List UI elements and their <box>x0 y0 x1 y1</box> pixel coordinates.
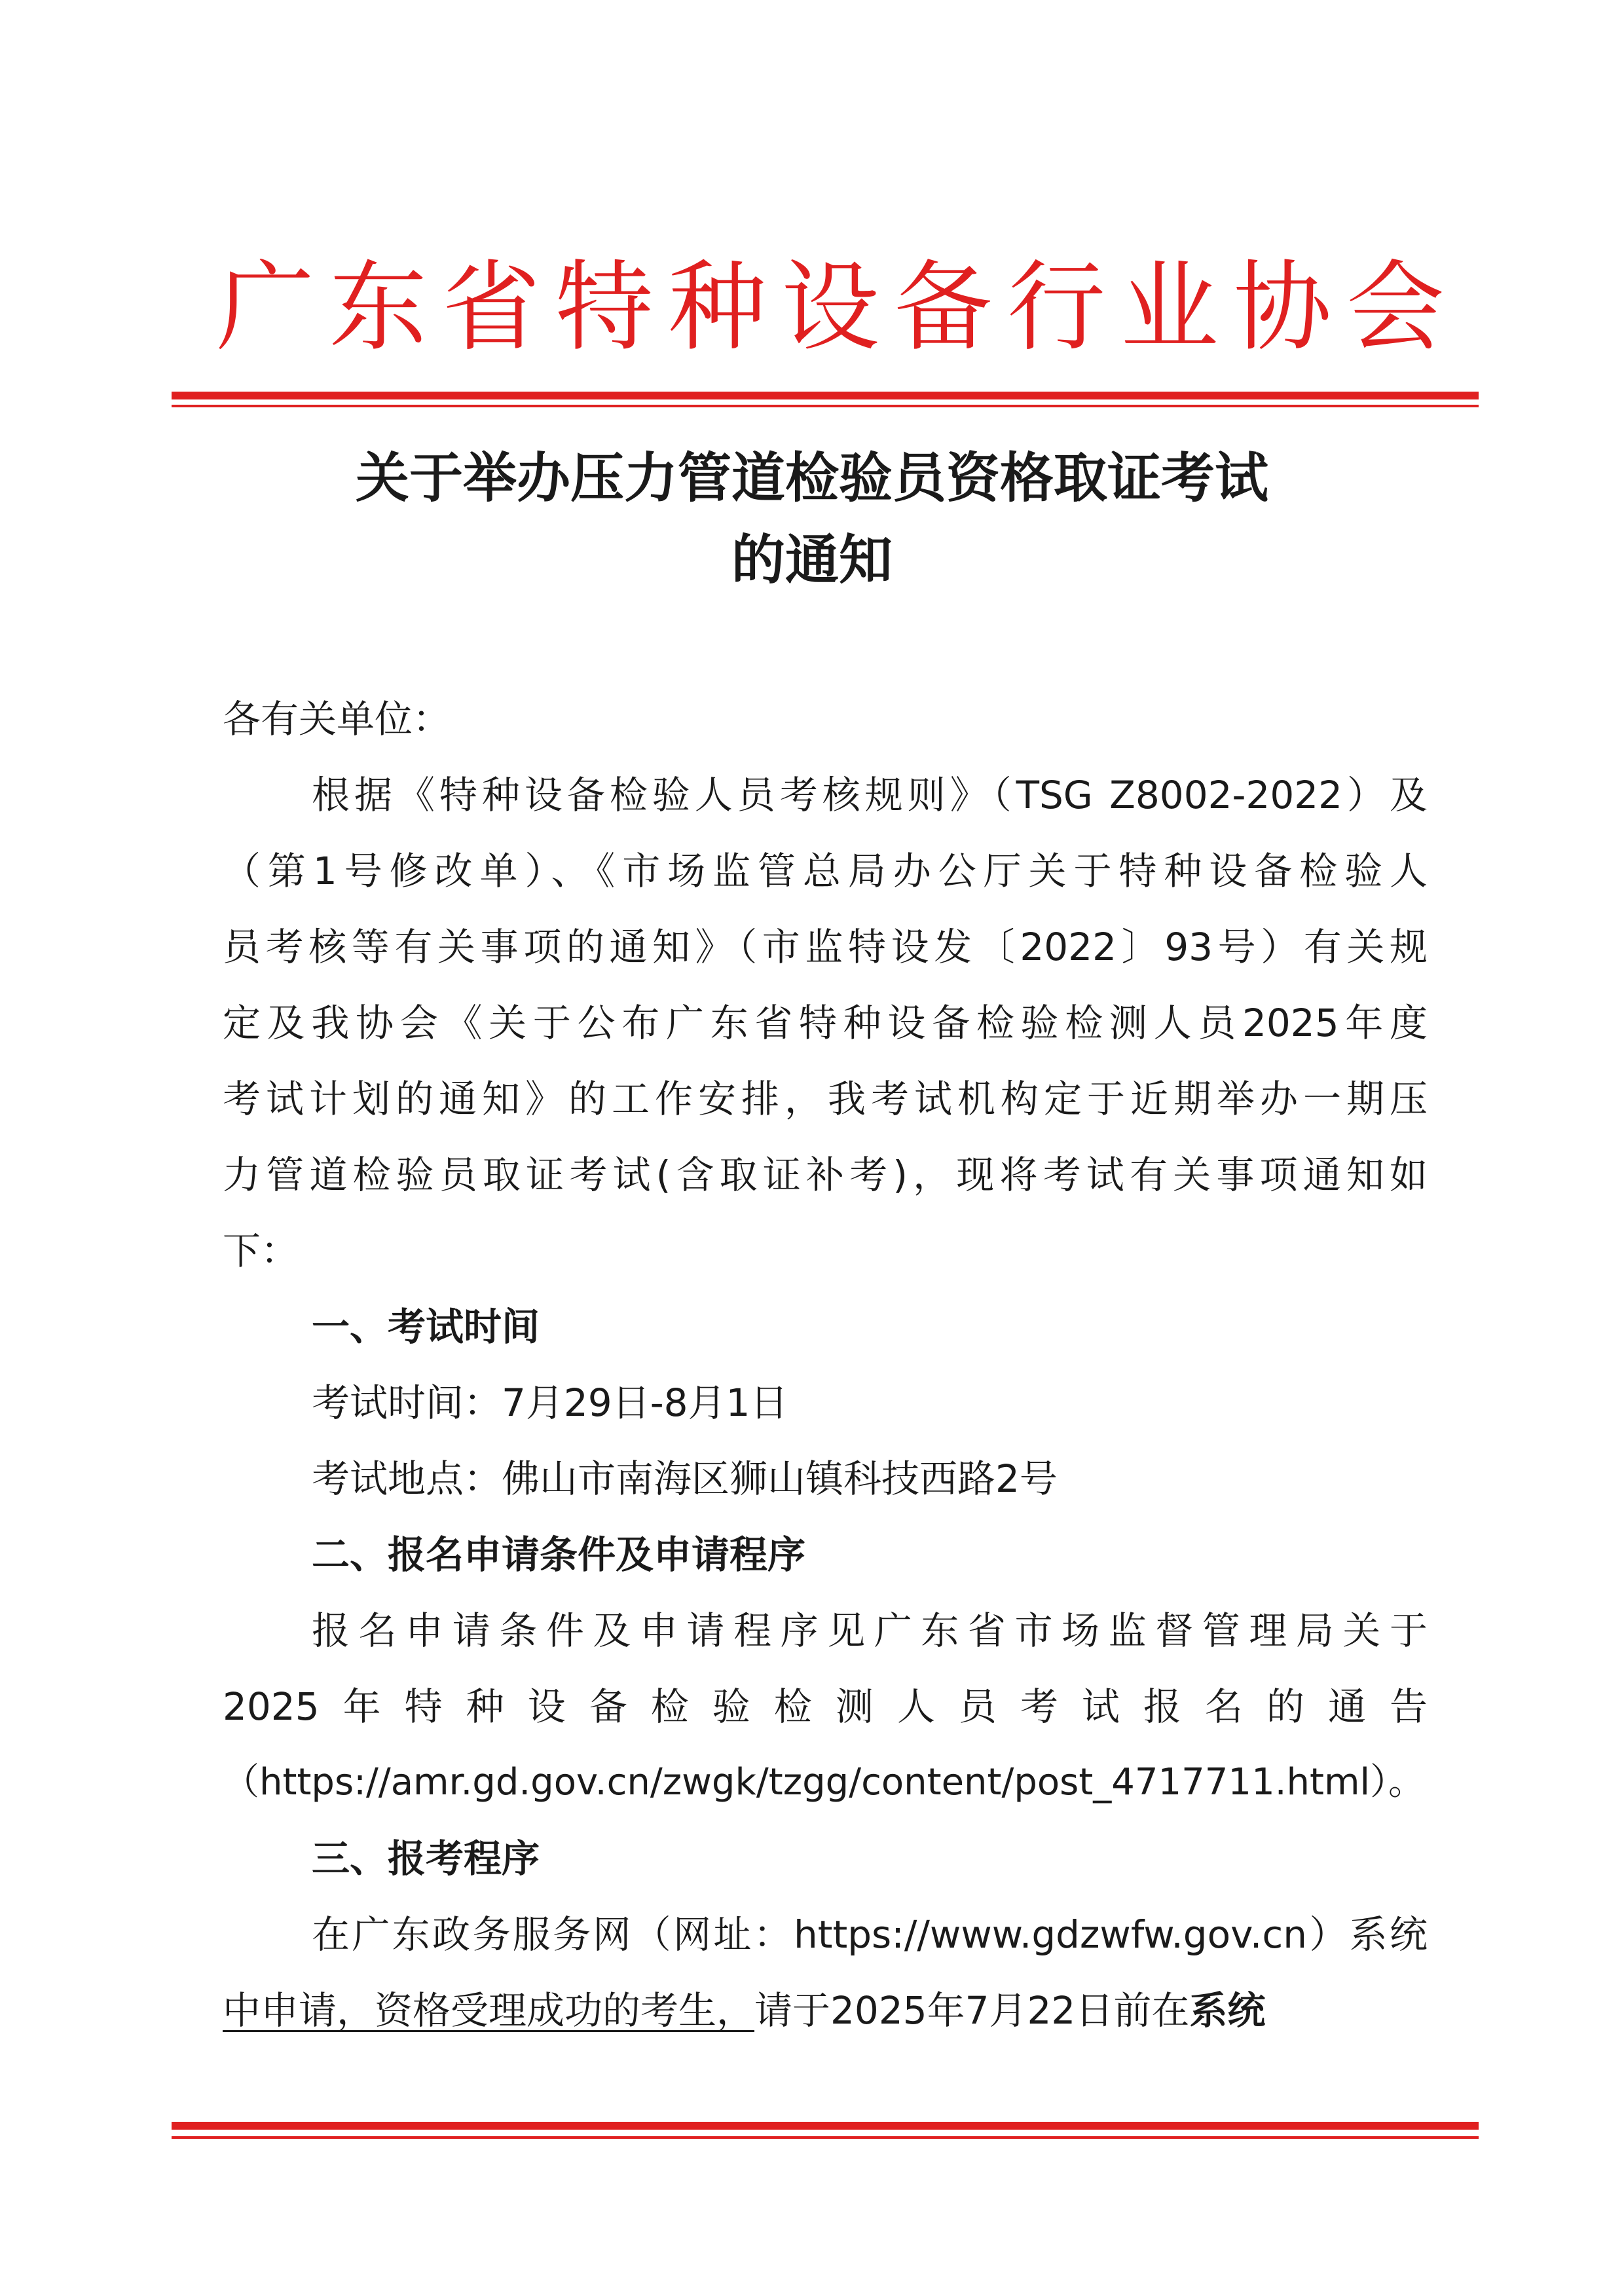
exam-time: 考试时间：7月29日-8月1日 <box>312 1380 788 1425</box>
footer-divider-bottom <box>172 2136 1479 2139</box>
section-3-line-2-text: 请于2025年7月22日前在 <box>754 1988 1190 2033</box>
salutation: 各有关单位： <box>223 697 451 741</box>
bold-text: 系统 <box>1189 1988 1266 2033</box>
header-divider-bottom <box>172 405 1479 407</box>
section-2-heading: 二、报名申请条件及申请程序 <box>312 1532 806 1577</box>
document-body <box>223 681 1428 2056</box>
footer-divider-top <box>172 2122 1479 2130</box>
section-1-heading: 一、考试时间 <box>312 1305 540 1349</box>
organization-letterhead: 广东省特种设备行业协会 <box>216 251 1447 365</box>
section-3-heading: 三、报考程序 <box>312 1836 540 1881</box>
header-divider-top <box>172 392 1479 399</box>
intro-line: 定及我协会《关于公布广东省特种设备检验检测人员2025年度 <box>223 1001 1428 1045</box>
document-title-line-1: 关于举办压力管道检验员资格取证考试 <box>355 447 1268 509</box>
intro-line: 员考核等有关事项的通知》（市监特设发〔2022〕93号）有关规 <box>223 925 1428 969</box>
section-2-url-line: （https://amr.gd.gov.cn/zwgk/tzgg/content/post_4717711.html）。 <box>223 1761 1426 1804</box>
section-2-line: 报名申请条件及申请程序见广东省市场监督管理局关于 <box>312 1608 1428 1653</box>
section-3-line-2 <box>223 1972 1428 2048</box>
exam-place: 考试地点：佛山市南海区狮山镇科技西路2号 <box>312 1456 1058 1501</box>
intro-line: 下： <box>223 1229 299 1273</box>
intro-line: 力管道检验员取证考试(含取证补考)，现将考试有关事项通知如 <box>223 1153 1428 1197</box>
underlined-text: 中申请，资格受理成功的考生， <box>223 1988 755 2033</box>
document-title-line-2: 的通知 <box>731 528 893 591</box>
intro-line: 考试计划的通知》的工作安排，我考试机构定于近期举办一期压 <box>223 1077 1428 1121</box>
section-3-line-1: 在广东政务服务网（网址：https://www.gdzwfw.gov.cn）系统 <box>312 1912 1428 1957</box>
section-2-line: 2025年特种设备检验检测人员考试报名的通告 <box>223 1684 1428 1729</box>
intro-line: （第1号修改单）、《市场监管总局办公厅关于特种设备检验人 <box>223 849 1428 893</box>
intro-line: 根据《特种设备检验人员考核规则》（TSG Z8002-2022）及 <box>312 773 1428 817</box>
